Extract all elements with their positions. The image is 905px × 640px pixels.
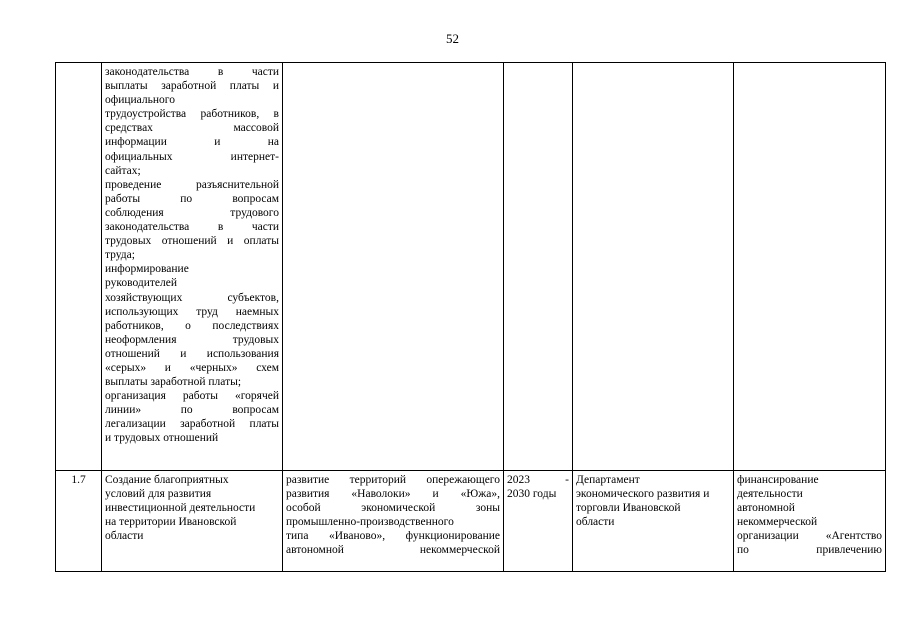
cell-executor [573, 471, 734, 572]
text-line: развитие территорий опережающего [286, 474, 500, 486]
text-line: законодательства в части [105, 66, 279, 78]
text-line: Департамент [576, 474, 640, 486]
text-line: работников, о последствиях [105, 319, 279, 332]
text-line: хозяйствующих субъектов, [105, 291, 279, 304]
text-line: финансирование [737, 474, 819, 486]
text-line: условий для развития [105, 488, 212, 501]
text-line: использующих труд наемных [105, 305, 279, 318]
cell-funding [734, 471, 886, 572]
text-line: руководителей [105, 277, 178, 290]
text-line: организации «Агентство [737, 530, 882, 543]
text-line: 2030 годы [507, 488, 557, 501]
text-line: по привлечению [737, 544, 882, 557]
text-line: сайтах; [105, 164, 141, 177]
text-line: выплаты заработной платы; [105, 376, 242, 389]
text-line: области [576, 516, 615, 529]
text-line: Создание благоприятных [105, 474, 229, 486]
text-line: неоформления трудовых [105, 333, 279, 346]
text-line: проведение разъяснительной [105, 178, 279, 191]
text-line: промышленно-производственного [286, 516, 454, 529]
text-line: типа «Иваново», функционирование [286, 530, 500, 543]
text-line: 2023 - [507, 474, 569, 486]
text-line: трудовых отношений и оплаты [105, 235, 279, 248]
text-line: автономной некоммерческой [286, 544, 500, 557]
text-line: информирование [105, 263, 189, 276]
cell-description [102, 471, 283, 572]
text-line: официальных интернет- [105, 150, 279, 163]
cell-funding [734, 63, 886, 471]
cell-period [504, 63, 573, 471]
text-line: труда; [105, 249, 135, 262]
cell-number: 1.7 [56, 471, 102, 572]
text-line: отношений и использования [105, 347, 279, 360]
text-line: области [105, 530, 144, 543]
text-line: линии» по вопросам [105, 404, 279, 417]
text-line: средствах массовой [105, 122, 279, 135]
text-line: на территории Ивановской [105, 516, 237, 529]
text-line: инвестиционной деятельности [105, 502, 256, 515]
page-number: 52 [446, 31, 459, 46]
text-line: торговли Ивановской [576, 502, 681, 515]
text-line: организация работы «горячей [105, 390, 279, 403]
text-line: особой экономической зоны [286, 502, 500, 515]
text-line: законодательства в части [105, 221, 279, 234]
cell-description [102, 63, 283, 471]
measures-table [55, 62, 886, 572]
text-line: работы по вопросам [105, 192, 279, 205]
cell-executor [573, 63, 734, 471]
cell-result [283, 63, 504, 471]
text-line: соблюдения трудового [105, 206, 279, 219]
text-line: выплаты заработной платы и [105, 80, 279, 93]
cell-number [56, 63, 102, 471]
text-line: информации и на [105, 136, 279, 149]
text-line: официального [105, 94, 175, 107]
text-line: и трудовых отношений [105, 432, 219, 445]
text-line: развития «Наволоки» и «Южа», [286, 488, 500, 501]
text-line: некоммерческой [737, 516, 818, 529]
cell-result [283, 471, 504, 572]
text-line: деятельности [737, 488, 803, 501]
table-row-continuation [56, 63, 886, 471]
text-line: автономной [737, 502, 795, 515]
text-line: легализации заработной платы [105, 418, 279, 431]
text-line: экономического развития и [576, 488, 710, 501]
text-line: «серых» и «черных» схем [105, 361, 279, 374]
text-line: трудоустройства работников, в [105, 108, 279, 121]
cell-period [504, 471, 573, 572]
table-row-1-7 [56, 471, 886, 572]
